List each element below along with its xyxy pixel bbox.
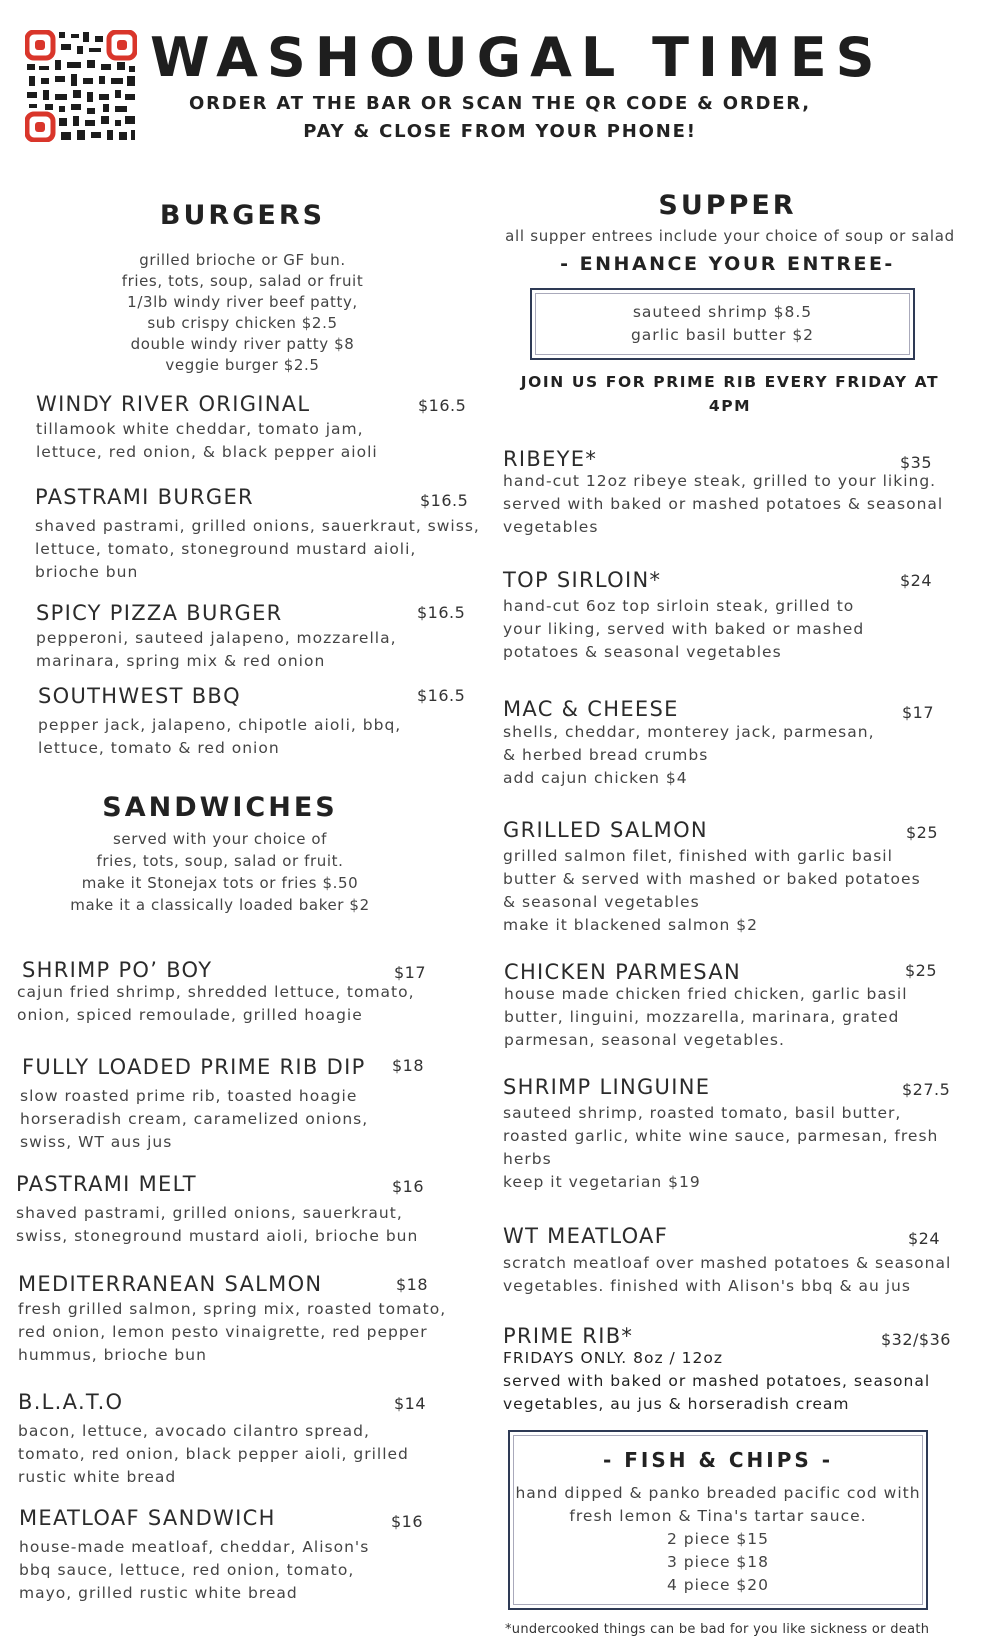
item-name: SHRIMP LINGUINE <box>503 1075 711 1099</box>
item-description: bacon, lettuce, avocado cilantro spread, tomato, red onion, black pepper aioli, grilled rustic white bread <box>18 1422 409 1486</box>
item-description: cajun fried shrimp, shredded lettuce, tomato, onion, spiced remoulade, grilled hoagie <box>17 983 415 1024</box>
item-description: grilled salmon filet, finished with garlic basil butter & served with mashed or baked potatoes & seasonal vegetables make it blackened salmon $2 <box>503 847 921 934</box>
item-name: RIBEYE* <box>503 447 598 471</box>
item-price: $17 <box>394 963 427 982</box>
item-name: PASTRAMI BURGER <box>35 485 254 509</box>
item-price: $25 <box>906 823 939 842</box>
order-instructions: ORDER AT THE BAR OR SCAN THE QR CODE & ORDER, PAY & CLOSE FROM YOUR PHONE! <box>189 93 811 142</box>
menu-item-windy-river-original[interactable] <box>36 392 476 464</box>
item-price: $14 <box>394 1394 427 1413</box>
item-description: shaved pastrami, grilled onions, sauerkraut, swiss, lettuce, tomato, stoneground mustard aioli, brioche bun <box>35 517 480 581</box>
item-name: CHICKEN PARMESAN <box>504 960 741 984</box>
item-description: pepper jack, jalapeno, chipotle aioli, bbq, lettuce, tomato & red onion <box>38 716 402 757</box>
item-price: $24 <box>908 1229 941 1248</box>
item-description: sauteed shrimp, roasted tomato, basil butter, roasted garlic, white wine sauce, parmesan, fresh herbs keep it vegetarian $19 <box>503 1104 939 1191</box>
item-name: MEATLOAF SANDWICH <box>19 1506 276 1530</box>
menu-item-top-sirloin[interactable] <box>503 568 958 664</box>
item-price: $16 <box>391 1512 424 1531</box>
footnote: *undercooked things can be bad for you like sickness or death <box>505 1622 930 1637</box>
item-name: TOP SIRLOIN* <box>503 568 662 592</box>
item-description: shells, cheddar, monterey jack, parmesan, & herbed bread crumbs add cajun chicken $4 <box>503 723 875 787</box>
item-description: shaved pastrami, grilled onions, sauerkraut, swiss, stoneground mustard aioli, brioche bun <box>16 1204 419 1245</box>
item-price: $18 <box>392 1056 425 1075</box>
item-name: PRIME RIB* <box>503 1324 634 1348</box>
item-description: fresh grilled salmon, spring mix, roasted tomato, red onion, lemon pesto vinaigrette, red pepper hummus, brioche bun <box>18 1300 447 1364</box>
fish-option-2-piece[interactable]: 2 piece $15 <box>666 1530 770 1548</box>
sandwiches-heading: SANDWICHES <box>102 792 338 823</box>
item-name: B.L.A.T.O <box>18 1390 124 1414</box>
item-price: $16.5 <box>418 396 467 415</box>
item-price: $27.5 <box>902 1080 951 1099</box>
menu-item-pastrami-burger[interactable] <box>35 485 485 584</box>
enhance-heading: - ENHANCE YOUR ENTREE- <box>560 253 895 275</box>
fish-and-chips-heading: - FISH & CHIPS - <box>602 1448 834 1472</box>
enhance-box <box>530 288 915 360</box>
supper-heading: SUPPER <box>658 190 797 221</box>
item-name: SOUTHWEST BBQ <box>38 684 241 708</box>
item-price: $18 <box>396 1275 429 1294</box>
fish-option-4-piece[interactable]: 4 piece $20 <box>666 1576 770 1594</box>
menu-item-shrimp-linguine[interactable] <box>503 1075 958 1194</box>
prime-rib-banner: JOIN US FOR PRIME RIB EVERY FRIDAY AT 4PM <box>520 373 940 415</box>
item-name: SHRIMP PO’ BOY <box>22 958 213 982</box>
restaurant-title: WASHOUGAL TIMES <box>150 26 884 89</box>
item-name: FULLY LOADED PRIME RIB DIP <box>22 1055 366 1079</box>
menu-item-mediterranean-salmon[interactable] <box>18 1272 458 1367</box>
item-price: $35 <box>900 453 933 472</box>
menu-item-southwest-bbq[interactable] <box>38 684 478 760</box>
menu-item-shrimp-po-boy[interactable] <box>17 958 457 1027</box>
menu-item-grilled-salmon[interactable] <box>503 818 958 937</box>
item-description: hand-cut 12oz ribeye steak, grilled to your liking. served with baked or mashed potatoes & seasonal vegetables <box>503 472 944 536</box>
fish-description: hand dipped & panko breaded pacific cod with <box>515 1484 921 1502</box>
item-description: slow roasted prime rib, toasted hoagie horseradish cream, caramelized onions, swiss, WT aus jus <box>20 1087 369 1151</box>
menu-item-ribeye[interactable] <box>503 447 958 539</box>
item-name: MAC & CHEESE <box>503 697 679 721</box>
item-description: scratch meatloaf over mashed potatoes & seasonal vegetables. finished with Alison's bbq & au jus <box>503 1254 952 1295</box>
item-name: MEDITERRANEAN SALMON <box>18 1272 323 1296</box>
item-name: PASTRAMI MELT <box>16 1172 197 1196</box>
item-price: $16.5 <box>420 491 469 510</box>
burgers-notes: grilled brioche or GF bun. fries, tots, soup, salad or fruit 1/3lb windy river beef patty, sub crispy chicken $2.5 double windy river patty $8 veggie burger $2.5 <box>121 251 364 374</box>
item-price: $16 <box>392 1177 425 1196</box>
enhance-item: sauteed shrimp $8.5 <box>632 303 813 321</box>
item-description: tillamook white cheddar, tomato jam, lettuce, red onion, & black pepper aioli <box>36 420 378 461</box>
item-description: hand-cut 6oz top sirloin steak, grilled to your liking, served with baked or mashed potatoes & seasonal vegetables <box>503 597 865 661</box>
item-price: $25 <box>905 961 938 980</box>
supper-note: all supper entrees include your choice of soup or salad <box>505 227 955 245</box>
menu-item-prime-rib[interactable] <box>503 1324 958 1416</box>
item-price: $32/$36 <box>881 1330 951 1349</box>
qr-code[interactable] <box>25 30 137 142</box>
item-price: $16.5 <box>417 603 466 622</box>
sandwiches-notes: served with your choice of fries, tots, soup, salad or fruit. make it Stonejax tots or fries $.50 make it a classically loaded baker $2 <box>70 830 370 914</box>
item-name: GRILLED SALMON <box>503 818 708 842</box>
menu-item-prime-rib-dip[interactable] <box>20 1055 460 1154</box>
menu-item-blato[interactable] <box>18 1390 458 1489</box>
item-description: FRIDAYS ONLY. 8oz / 12oz served with baked or mashed potatoes, seasonal vegetables, au jus & horseradish cream <box>503 1349 931 1413</box>
item-name: WINDY RIVER ORIGINAL <box>36 392 311 416</box>
menu-item-chicken-parmesan[interactable] <box>504 960 959 1052</box>
enhance-item: garlic basil butter $2 <box>630 326 815 344</box>
item-name: WT MEATLOAF <box>503 1224 669 1248</box>
item-description: pepperoni, sauteed jalapeno, mozzarella, marinara, spring mix & red onion <box>36 629 397 670</box>
fish-and-chips-box <box>508 1430 928 1610</box>
item-name: SPICY PIZZA BURGER <box>36 601 283 625</box>
menu-item-pastrami-melt[interactable] <box>16 1172 456 1248</box>
item-price: $16.5 <box>417 686 466 705</box>
fish-option-3-piece[interactable]: 3 piece $18 <box>666 1553 770 1571</box>
menu-item-mac-and-cheese[interactable] <box>503 697 958 790</box>
fish-description: fresh lemon & Tina's tartar sauce. <box>569 1507 867 1525</box>
item-description: house made chicken fried chicken, garlic basil butter, linguini, mozzarella, marinara, grated parmesan, seasonal vegetables. <box>504 985 908 1049</box>
item-description: house-made meatloaf, cheddar, Alison's bbq sauce, lettuce, red onion, tomato, mayo, grilled rustic white bread <box>19 1538 370 1602</box>
menu-item-meatloaf-sandwich[interactable] <box>19 1506 459 1605</box>
burgers-heading: BURGERS <box>159 200 326 231</box>
item-price: $24 <box>900 571 933 590</box>
menu-item-wt-meatloaf[interactable] <box>503 1224 958 1298</box>
item-price: $17 <box>902 703 935 722</box>
menu-item-spicy-pizza-burger[interactable] <box>36 601 476 673</box>
